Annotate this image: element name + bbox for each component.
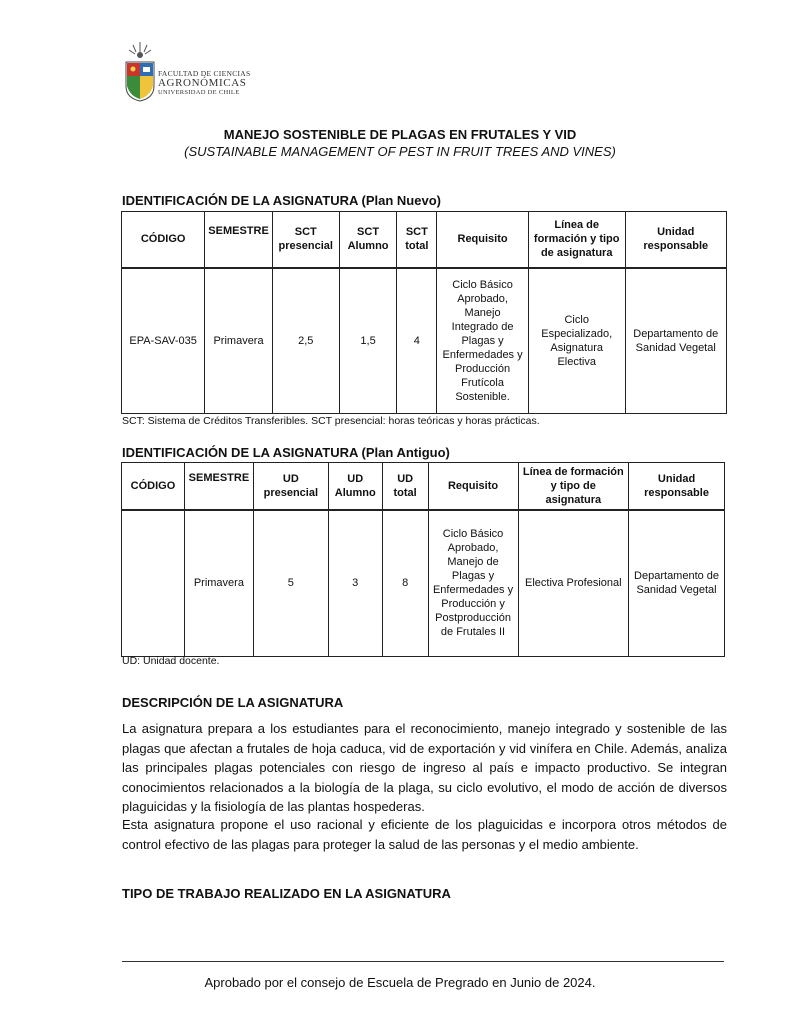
descripcion-heading: DESCRIPCIÓN DE LA ASIGNATURA <box>122 695 344 710</box>
logo-line-2: AGRONÓMICAS <box>158 77 247 89</box>
header-requisito: Requisito <box>428 463 518 511</box>
table-header-row <box>122 212 727 268</box>
cell-semestre: Primavera <box>205 268 273 414</box>
cell-semestre: Primavera <box>184 510 253 656</box>
header-sct-total: SCT total <box>397 212 437 268</box>
cell-requisito: Ciclo Básico Aprobado, Manejo Integrado de Plagas y Enfermedades y Producción Frutícola Sostenible. <box>437 268 529 414</box>
plan-nuevo-table <box>121 211 727 414</box>
plan-antiguo-note: UD: Unidad docente. <box>122 655 220 667</box>
header-codigo: CÓDIGO <box>122 212 205 268</box>
table-header-row <box>122 463 725 511</box>
header-sct-presencial: SCT presencial <box>272 212 339 268</box>
header-semestre: SEMESTRE <box>205 212 273 268</box>
cell-requisito: Ciclo Básico Aprobado, Manejo de Plagas y Enfermedades y Producción y Postproducción de Frutales II <box>428 510 518 656</box>
cell-linea: Electiva Profesional <box>518 510 629 656</box>
header-sct-alumno: SCT Alumno <box>339 212 397 268</box>
plan-nuevo-note: SCT: Sistema de Créditos Transferibles. SCT presencial: horas teóricas y horas prácticas. <box>122 415 540 427</box>
tipo-trabajo-heading: TIPO DE TRABAJO REALIZADO EN LA ASIGNATURA <box>122 886 451 901</box>
header-ud-total: UD total <box>382 463 428 511</box>
cell-total: 4 <box>397 268 437 414</box>
plan-antiguo-table <box>121 462 725 657</box>
plan-antiguo-heading: IDENTIFICACIÓN DE LA ASIGNATURA (Plan Antiguo) <box>122 445 450 460</box>
header-ud-alumno: UD Alumno <box>328 463 382 511</box>
table-row <box>122 510 725 656</box>
page-subtitle: (SUSTAINABLE MANAGEMENT OF PEST IN FRUIT TREES AND VINES) <box>184 144 616 159</box>
plan-nuevo-heading: IDENTIFICACIÓN DE LA ASIGNATURA (Plan Nuevo) <box>122 193 441 208</box>
logo-line-3: UNIVERSIDAD DE CHILE <box>158 89 240 96</box>
faculty-logo <box>122 40 262 104</box>
cell-unidad: Departamento de Sanidad Vegetal <box>629 510 725 656</box>
descripcion-paragraph-1: La asignatura prepara a los estudiantes para el reconocimiento, manejo integrado y sostenible de las plagas que afectan a frutales de hoja caduca, vid de exportación y vid vinífera en Chile. Además, analiza las principales plagas potenciales con riesgo de ingreso al país e impacto productivo. Se integran conocimientos relacionados a la biología de la plaga, su ciclo evolutivo, el modo de acción de diversos plaguicidas y la fisiología de las plantas hospederas. <box>122 721 727 814</box>
cell-alumno: 1,5 <box>339 268 397 414</box>
logo-text <box>158 70 251 97</box>
cell-codigo <box>122 510 185 656</box>
cell-presencial: 2,5 <box>272 268 339 414</box>
header-semestre: SEMESTRE <box>184 463 253 511</box>
header-unidad: Unidad responsable <box>625 212 727 268</box>
logo-line-1: FACULTAD DE CIENCIAS <box>158 69 251 78</box>
descripcion-paragraph-2: Esta asignatura propone el uso racional y eficiente de los plaguicidas e incorpora otros métodos de control efectivo de las plagas para proteger la salud de las personas y el medio ambiente. <box>122 817 727 852</box>
cell-presencial: 5 <box>253 510 328 656</box>
header-linea: Línea de formación y tipo de asignatura <box>518 463 629 511</box>
cell-alumno: 3 <box>328 510 382 656</box>
header-ud-presencial: UD presencial <box>253 463 328 511</box>
cell-linea: Ciclo Especializado, Asignatura Electiva <box>528 268 625 414</box>
table-row <box>122 268 727 414</box>
footer-divider <box>122 961 724 962</box>
university-crest-icon <box>122 40 158 102</box>
page-title: MANEJO SOSTENIBLE DE PLAGAS EN FRUTALES Y VID <box>223 127 577 142</box>
header-requisito: Requisito <box>437 212 529 268</box>
cell-codigo: EPA-SAV-035 <box>122 268 205 414</box>
header-unidad: Unidad responsable <box>629 463 725 511</box>
header-codigo: CÓDIGO <box>122 463 185 511</box>
cell-total: 8 <box>382 510 428 656</box>
header-linea: Línea de formación y tipo de asignatura <box>528 212 625 268</box>
footer-text: Aprobado por el consejo de Escuela de Pregrado en Junio de 2024. <box>204 975 596 990</box>
cell-unidad: Departamento de Sanidad Vegetal <box>625 268 727 414</box>
